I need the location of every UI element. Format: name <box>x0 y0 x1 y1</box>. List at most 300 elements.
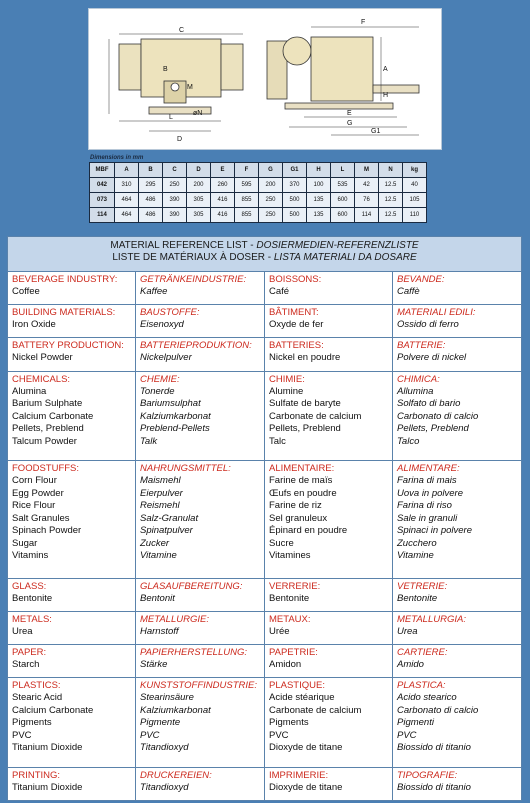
reference-row <box>8 611 522 644</box>
dimensions-row <box>90 208 427 223</box>
material-item: Kaffee <box>140 286 168 297</box>
material-item: Pellets, Preblend <box>269 423 341 435</box>
material-item: Dioxyde de titane <box>269 781 343 793</box>
material-item: Stärke <box>140 659 168 671</box>
reference-cell <box>8 338 136 371</box>
material-list <box>12 319 131 332</box>
dimensions-cell: 310 <box>115 178 139 193</box>
title-fr: LISTE DE MATÉRIAUX À DOSER - <box>112 252 274 263</box>
reference-cell <box>393 338 522 371</box>
dimensions-cell: 250 <box>259 208 283 223</box>
dimensions-cell: 295 <box>139 178 163 193</box>
material-item: Talcum Powder <box>12 435 77 447</box>
material-item: Titanium Dioxide <box>12 742 83 754</box>
material-item: Spinaci in polvere <box>397 525 472 537</box>
material-list <box>269 319 388 332</box>
category-heading: BATTERIE: <box>397 340 446 352</box>
material-list <box>12 286 131 299</box>
label-a: A <box>383 66 388 73</box>
material-list <box>140 475 260 563</box>
category-heading: PRINTING: <box>12 769 61 781</box>
reference-cell <box>8 611 136 644</box>
reference-cell <box>265 461 393 579</box>
category-heading: CHIMICA: <box>397 373 440 385</box>
material-item: Spinatpulver <box>140 525 193 537</box>
material-list <box>12 386 131 449</box>
material-item: Biossido di titanio <box>397 781 471 793</box>
material-item: Farina di riso <box>397 500 452 512</box>
dimensions-cell: 595 <box>235 178 259 193</box>
category-heading: DRUCKEREIEN: <box>140 769 212 781</box>
category-heading: KUNSTSTOFFINDUSTRIE: <box>140 680 257 692</box>
dimensions-cell: 390 <box>163 208 187 223</box>
category-heading: BAUSTOFFE: <box>140 307 200 319</box>
reference-row <box>8 272 522 305</box>
dimensions-cell: 855 <box>235 193 259 208</box>
dimensions-cell: 200 <box>259 178 283 193</box>
category-heading: VETRERIE: <box>397 580 448 592</box>
material-item: Urea <box>12 625 33 637</box>
material-item: Bentonit <box>140 592 175 604</box>
dimension-drawing <box>89 9 441 149</box>
dimensions-cell: 12.5 <box>379 208 403 223</box>
material-item: PVC <box>12 729 32 741</box>
material-item: Sulfate de baryte <box>269 398 341 410</box>
material-list <box>397 386 517 449</box>
reference-cell <box>265 371 393 460</box>
dimensions-header-cell: D <box>187 163 211 178</box>
reference-body <box>8 272 522 801</box>
material-item: Farine de maïs <box>269 475 333 487</box>
dimensions-cell: 12.5 <box>379 193 403 208</box>
category-heading: GLASAUFBEREITUNG: <box>140 580 243 592</box>
material-item: Nickel Powder <box>12 352 73 364</box>
dimensions-row <box>90 193 427 208</box>
material-list <box>12 475 131 563</box>
material-item: Calcium Carbonate <box>12 410 94 422</box>
dimensions-header-row <box>90 163 427 178</box>
reference-row <box>8 371 522 460</box>
reference-cell <box>393 461 522 579</box>
material-item: Salz-Granulat <box>140 512 199 524</box>
material-item: Sucre <box>269 537 294 549</box>
reference-cell <box>393 272 522 305</box>
label-g: G <box>347 120 353 127</box>
material-list <box>140 286 260 299</box>
category-heading: ALIMENTARE: <box>397 463 460 475</box>
category-heading: PAPETRIE: <box>269 647 318 659</box>
material-item: Sale in granuli <box>397 512 458 524</box>
material-item: Café <box>269 286 290 297</box>
category-heading: ALIMENTAIRE: <box>269 463 335 475</box>
reference-cell <box>8 461 136 579</box>
material-list <box>397 475 517 563</box>
category-heading: BATTERIES: <box>269 340 324 352</box>
discharge-tube <box>373 85 419 93</box>
dimensions-header-cell: L <box>331 163 355 178</box>
material-item: Kalziumkarbonat <box>140 704 211 716</box>
material-item: Stearinsäure <box>140 692 194 704</box>
label-m: M <box>187 84 193 91</box>
material-list <box>140 782 260 795</box>
dimensions-cell: 305 <box>187 193 211 208</box>
label-l: L <box>169 114 173 121</box>
category-heading: BOISSONS: <box>269 274 322 285</box>
dimensions-header-cell: G <box>259 163 283 178</box>
material-item: Talco <box>397 435 420 447</box>
dimensions-row <box>90 178 427 193</box>
material-list <box>140 352 260 365</box>
dimensions-cell: 600 <box>331 193 355 208</box>
material-item: Bentonite <box>269 592 310 604</box>
category-heading: CHEMIE: <box>140 373 180 385</box>
reference-row <box>8 767 522 800</box>
dimensions-cell: 535 <box>331 178 355 193</box>
material-item: Pigments <box>269 717 309 729</box>
reference-cell <box>393 678 522 767</box>
reference-cell <box>136 611 265 644</box>
material-item: Harnstoff <box>140 625 179 637</box>
material-item: Vitamins <box>12 550 49 562</box>
dimensions-cell: 260 <box>211 178 235 193</box>
reference-cell <box>136 767 265 800</box>
reference-title <box>8 237 522 272</box>
dimensions-cell: 100 <box>307 178 331 193</box>
label-c: C <box>179 27 185 34</box>
dimensions-cell: 370 <box>283 178 307 193</box>
dimensions-cell: 200 <box>187 178 211 193</box>
reference-cell <box>8 767 136 800</box>
material-item: Nickel en poudre <box>269 352 341 364</box>
material-item: Sugar <box>12 537 38 549</box>
dimensions-header-cell: M <box>355 163 379 178</box>
motor-cap-right <box>221 44 243 90</box>
material-item: Allumina <box>397 385 434 397</box>
material-item: Preblend-Pellets <box>140 423 210 435</box>
material-item: Maismehl <box>140 475 181 487</box>
material-list <box>12 626 131 639</box>
category-heading: CHEMICALS: <box>12 373 71 385</box>
material-item: Pellets, Preblend <box>397 423 469 435</box>
category-heading: MATERIALI EDILI: <box>397 307 476 319</box>
material-item: Polvere di nickel <box>397 352 467 364</box>
dimensions-cell: 390 <box>163 193 187 208</box>
reference-row <box>8 645 522 678</box>
reference-cell <box>8 678 136 767</box>
dimensions-cell: 42 <box>355 178 379 193</box>
material-list <box>12 593 131 606</box>
category-heading: GETRÄNKEINDUSTRIE: <box>140 274 247 285</box>
material-item: Eierpulver <box>140 487 183 499</box>
material-item: Coffee <box>12 286 40 297</box>
material-item: Amido <box>397 659 424 671</box>
reference-cell <box>136 645 265 678</box>
title-en: MATERIAL REFERENCE LIST - <box>110 240 257 251</box>
material-list <box>269 782 388 795</box>
material-reference-table <box>7 236 522 801</box>
dimensions-cell: 12.5 <box>379 178 403 193</box>
material-item: Corn Flour <box>12 475 57 487</box>
reference-cell <box>393 767 522 800</box>
motor-cap-left <box>119 44 141 90</box>
dimensions-caption: Dimensions in mm <box>90 155 144 161</box>
reference-row <box>8 338 522 371</box>
material-item: Acido stearico <box>397 692 457 704</box>
material-list <box>397 319 517 332</box>
material-list <box>397 692 517 755</box>
category-heading: PAPIERHERSTELLUNG: <box>140 647 247 659</box>
reference-cell <box>393 305 522 338</box>
material-list <box>397 286 517 299</box>
material-item: Alumine <box>269 385 304 397</box>
material-list <box>269 659 388 672</box>
material-item: Uova in polvere <box>397 487 464 499</box>
category-heading: METALS: <box>12 613 52 625</box>
dimensions-header-cell: F <box>235 163 259 178</box>
dimensions-cell: 110 <box>403 208 427 223</box>
material-item: Spinach Powder <box>12 525 82 537</box>
dimensions-header <box>90 163 427 178</box>
reference-cell <box>136 678 265 767</box>
category-heading: FOODSTUFFS: <box>12 463 80 475</box>
material-list <box>397 659 517 672</box>
material-item: Titanium Dioxide <box>12 781 83 793</box>
reference-cell <box>8 371 136 460</box>
category-heading: CHIMIE: <box>269 373 305 385</box>
dimensions-cell: 250 <box>259 193 283 208</box>
material-list <box>12 352 131 365</box>
material-list <box>269 286 388 299</box>
material-item: Pigments <box>12 717 52 729</box>
material-item: PVC <box>140 729 160 741</box>
material-list <box>397 352 517 365</box>
dimensions-table <box>89 162 427 223</box>
dimensions-cell: 114 <box>90 208 115 223</box>
dimensions-cell: 114 <box>355 208 379 223</box>
material-item: Calcium Carbonate <box>12 704 94 716</box>
material-item: Vitamine <box>397 550 434 562</box>
label-f: F <box>361 19 366 26</box>
material-item: Reismehl <box>140 500 180 512</box>
category-heading: PLASTICA: <box>397 680 446 692</box>
material-item: Urea <box>397 625 418 637</box>
reference-cell <box>8 305 136 338</box>
dimensions-cell: 464 <box>115 208 139 223</box>
material-list <box>269 692 388 755</box>
material-item: Vitamine <box>140 550 177 562</box>
material-list <box>269 386 388 449</box>
material-item: Pellets, Preblend <box>12 423 84 435</box>
reference-cell <box>265 611 393 644</box>
material-item: Acide stéarique <box>269 692 335 704</box>
reference-cell <box>265 578 393 611</box>
category-heading: BATTERY PRODUCTION: <box>12 340 124 352</box>
title-de: DOSIERMEDIEN-REFERENZLISTE <box>256 240 419 251</box>
material-item: Carbonato di calcio <box>397 410 479 422</box>
reference-cell <box>136 305 265 338</box>
material-item: Salt Granules <box>12 512 70 524</box>
dimensions-cell: 486 <box>139 208 163 223</box>
material-item: Pigmenti <box>397 717 434 729</box>
category-heading: BÂTIMENT: <box>269 307 319 319</box>
material-item: Caffè <box>397 286 420 297</box>
material-item: Bariumsulphat <box>140 398 201 410</box>
reference-cell <box>136 272 265 305</box>
category-heading: PLASTICS: <box>12 680 61 692</box>
material-list <box>140 386 260 449</box>
dimensions-cell: 135 <box>307 193 331 208</box>
material-list <box>269 626 388 639</box>
reference-cell <box>393 611 522 644</box>
material-item: Urée <box>269 625 290 637</box>
material-item: Dioxyde de titane <box>269 742 343 754</box>
material-item: Barium Sulphate <box>12 398 83 410</box>
material-item: Egg Powder <box>12 487 64 499</box>
material-item: Pigmente <box>140 717 181 729</box>
material-item: PVC <box>269 729 289 741</box>
category-heading: VERRERIE: <box>269 580 321 592</box>
reference-cell <box>393 578 522 611</box>
material-item: Carbonato di calcio <box>397 704 479 716</box>
category-heading: CARTIERE: <box>397 647 448 659</box>
category-heading: BEVERAGE INDUSTRY: <box>12 274 118 285</box>
dimensions-body <box>90 178 427 223</box>
material-item: Iron Oxide <box>12 319 56 331</box>
material-list <box>269 475 388 563</box>
dimensions-cell: 600 <box>331 208 355 223</box>
material-item: Starch <box>12 659 40 671</box>
category-heading: PAPER: <box>12 647 47 659</box>
material-item: Kalziumkarbonat <box>140 410 211 422</box>
reference-cell <box>265 678 393 767</box>
material-item: Rice Flour <box>12 500 56 512</box>
material-item: Amidon <box>269 659 302 671</box>
material-item: Tonerde <box>140 385 175 397</box>
category-heading: BUILDING MATERIALS: <box>12 307 116 319</box>
material-item: Farina di mais <box>397 475 457 487</box>
label-n: øN <box>193 110 203 117</box>
hopper-body <box>311 37 373 101</box>
dimensions-cell: 464 <box>115 193 139 208</box>
dimensions-cell: 486 <box>139 193 163 208</box>
dimensions-cell: 416 <box>211 193 235 208</box>
material-item: Eisenoxyd <box>140 319 184 331</box>
reference-cell <box>265 338 393 371</box>
reference-cell <box>265 767 393 800</box>
label-e: E <box>347 110 352 117</box>
label-b: B <box>163 66 168 73</box>
category-heading: IMPRIMERIE: <box>269 769 329 781</box>
material-list <box>140 319 260 332</box>
reference-cell <box>265 305 393 338</box>
dimensions-cell: 500 <box>283 208 307 223</box>
category-heading: METAUX: <box>269 613 311 625</box>
category-heading: METALLURGIA: <box>397 613 466 625</box>
material-item: PVC <box>397 729 417 741</box>
material-list <box>269 593 388 606</box>
material-item: Bentonite <box>397 592 438 604</box>
dimensions-cell: 105 <box>403 193 427 208</box>
reference-cell <box>8 272 136 305</box>
dimensions-cell: 073 <box>90 193 115 208</box>
material-item: Œufs en poudre <box>269 487 337 499</box>
reference-cell <box>136 461 265 579</box>
material-item: Titandioxyd <box>140 742 189 754</box>
dimensions-header-cell: A <box>115 163 139 178</box>
material-list <box>140 692 260 755</box>
reference-cell <box>393 371 522 460</box>
dimensions-cell: 250 <box>163 178 187 193</box>
material-item: Biossido di titanio <box>397 742 471 754</box>
dimensions-header-cell: MBF <box>90 163 115 178</box>
reference-cell <box>136 578 265 611</box>
dimensions-cell: 855 <box>235 208 259 223</box>
reference-cell <box>136 371 265 460</box>
material-item: Oxyde de fer <box>269 319 324 331</box>
material-list <box>140 626 260 639</box>
dimensions-header-cell: N <box>379 163 403 178</box>
material-item: Zucchero <box>397 537 437 549</box>
material-item: Vitamines <box>269 550 311 562</box>
material-item: Carbonate de calcium <box>269 704 362 716</box>
material-item: Ossido di ferro <box>397 319 459 331</box>
material-item: Épinard en poudre <box>269 525 348 537</box>
label-g1: G1 <box>371 128 381 135</box>
dimensions-cell: 042 <box>90 178 115 193</box>
material-item: Stearic Acid <box>12 692 63 704</box>
category-heading: PLASTIQUE: <box>269 680 325 692</box>
label-d: D <box>177 136 183 143</box>
category-heading: BEVANDE: <box>397 274 445 285</box>
dimensions-cell: 500 <box>283 193 307 208</box>
material-list <box>12 659 131 672</box>
dimensions-header-cell: C <box>163 163 187 178</box>
material-item: Talc <box>269 435 286 447</box>
material-list <box>397 782 517 795</box>
category-heading: METALLURGIE: <box>140 613 209 625</box>
reference-row <box>8 305 522 338</box>
reference-cell <box>8 578 136 611</box>
category-heading: GLASS: <box>12 580 47 592</box>
reference-row <box>8 678 522 767</box>
reference-cell <box>136 338 265 371</box>
category-heading: BATTERIEPRODUKTION: <box>140 340 252 352</box>
category-heading: TIPOGRAFIE: <box>397 769 458 781</box>
reference-cell <box>393 645 522 678</box>
material-item: Zucker <box>140 537 170 549</box>
material-list <box>397 593 517 606</box>
dimensions-cell: 135 <box>307 208 331 223</box>
material-item: Sel granuleux <box>269 512 328 524</box>
dimensions-cell: 305 <box>187 208 211 223</box>
material-item: Carbonate de calcium <box>269 410 362 422</box>
material-item: Bentonite <box>12 592 53 604</box>
dimensions-cell: 76 <box>355 193 379 208</box>
dimensions-header-cell: H <box>307 163 331 178</box>
dimensions-cell: 40 <box>403 178 427 193</box>
material-item: Nickelpulver <box>140 352 192 364</box>
material-item: Titandioxyd <box>140 781 189 793</box>
dimensions-header-cell: B <box>139 163 163 178</box>
reference-cell <box>265 645 393 678</box>
dimensions-header-cell: E <box>211 163 235 178</box>
reference-row <box>8 461 522 579</box>
reference-cell <box>8 645 136 678</box>
material-list <box>140 593 260 606</box>
material-item: Talk <box>140 435 158 447</box>
technical-drawing <box>88 8 442 150</box>
material-list <box>397 626 517 639</box>
